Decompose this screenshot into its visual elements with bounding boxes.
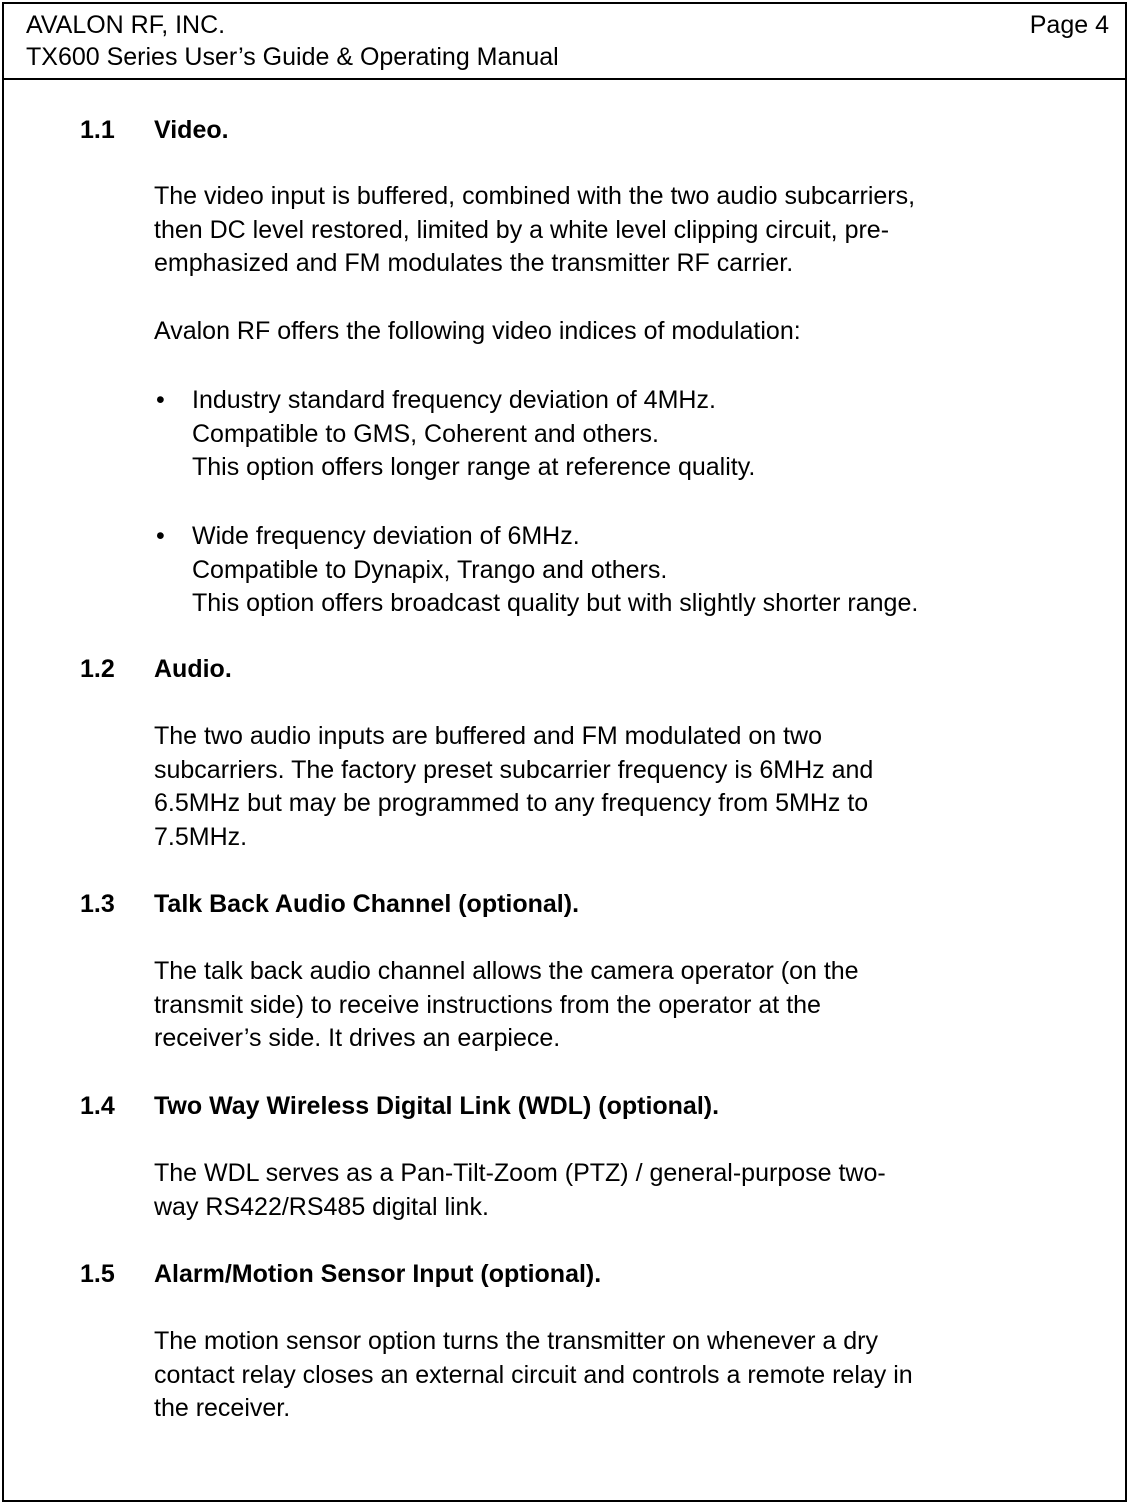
wdl-paragraph-line: The WDL serves as a Pan-Tilt-Zoom (PTZ) / general-purpose two- [154,1159,886,1187]
bullet-4mhz-line: Industry standard frequency deviation of 4MHz. [192,386,716,414]
motion-sensor-paragraph-line: contact relay closes an external circuit and controls a remote relay in [154,1360,913,1389]
section-1-5-number: 1.5 [80,1260,115,1288]
bullet-marker: • [156,386,165,414]
audio-paragraph-line: subcarriers. The factory preset subcarrier frequency is 6MHz and [154,755,874,784]
section-1-1-title: Video. [154,116,229,144]
header-page-number: Page 4 [1029,11,1109,39]
section-1-2-title: Audio. [154,655,232,683]
video-indices-intro: Avalon RF offers the following video indices of modulation: [154,317,801,345]
bullet-6mhz-line: Compatible to Dynapix, Trango and others. [192,555,668,584]
section-1-2-number: 1.2 [80,655,115,683]
bullet-6mhz-line: This option offers broadcast quality but with slightly shorter range. [192,589,919,617]
video-paragraph-line: The video input is buffered, combined with the two audio subcarriers, [154,182,916,210]
motion-sensor-paragraph-line: The motion sensor option turns the transmitter on whenever a dry [154,1327,878,1355]
audio-paragraph-line: The two audio inputs are buffered and FM modulated on two [154,722,823,750]
video-paragraph-line: emphasized and FM modulates the transmitter RF carrier. [154,249,794,277]
audio-paragraph-line: 7.5MHz. [154,822,248,851]
page-header [4,4,1125,80]
section-1-1-number: 1.1 [80,116,115,144]
talkback-paragraph-line: receiver’s side. It drives an earpiece. [154,1024,561,1052]
audio-paragraph-line: 6.5MHz but may be programmed to any frequency from 5MHz to [154,789,869,817]
bullet-4mhz-line: This option offers longer range at reference quality. [192,453,756,481]
section-1-4-title: Two Way Wireless Digital Link (WDL) (optional). [154,1092,720,1120]
wdl-paragraph-line: way RS422/RS485 digital link. [154,1192,489,1221]
section-1-4-number: 1.4 [80,1092,115,1120]
motion-sensor-paragraph-line: the receiver. [154,1394,291,1422]
video-paragraph-line: then DC level restored, limited by a white level clipping circuit, pre- [154,215,890,244]
bullet-marker: • [156,522,165,550]
section-1-3-number: 1.3 [80,890,115,918]
header-manual-title: TX600 Series User’s Guide & Operating Manual [26,43,559,71]
section-1-3-title: Talk Back Audio Channel (optional). [154,890,580,918]
header-company: AVALON RF, INC. [26,11,226,39]
bullet-4mhz-line: Compatible to GMS, Coherent and others. [192,419,659,448]
talkback-paragraph-line: transmit side) to receive instructions from the operator at the [154,990,821,1019]
talkback-paragraph-line: The talk back audio channel allows the camera operator (on the [154,957,859,985]
bullet-6mhz-line: Wide frequency deviation of 6MHz. [192,522,580,550]
section-1-5-title: Alarm/Motion Sensor Input (optional). [154,1260,602,1288]
